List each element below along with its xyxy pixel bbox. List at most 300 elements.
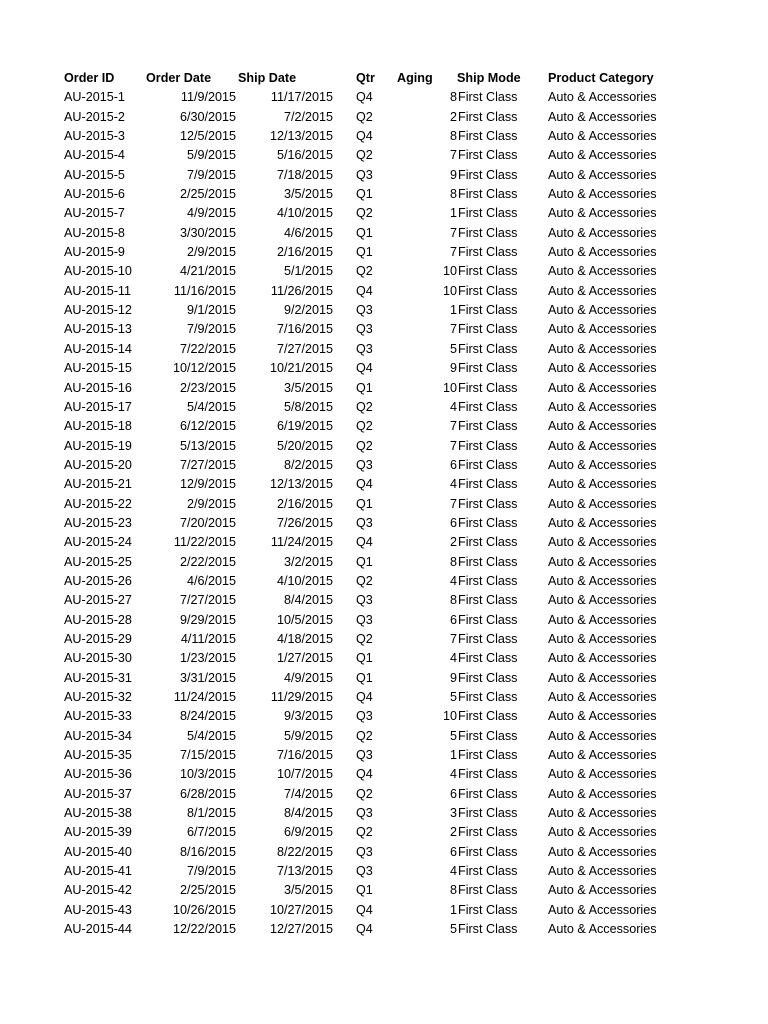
- qtr-cell: Q2: [356, 786, 373, 801]
- aging-cell: 10: [442, 380, 457, 395]
- order-date-cell: 6/12/2015: [179, 419, 236, 434]
- header-ship-mode: Ship Mode: [457, 71, 521, 85]
- ship-date-cell: 9/3/2015: [283, 709, 333, 724]
- product-category-cell: Auto & Accessories: [548, 864, 657, 879]
- ship-mode-cell: First Class: [458, 844, 518, 859]
- aging-cell: 6: [449, 844, 457, 859]
- order-id-cell: AU-2015-4: [64, 148, 125, 163]
- aging-cell: 7: [449, 438, 457, 453]
- ship-mode-cell: First Class: [458, 206, 518, 221]
- product-category-cell: Auto & Accessories: [548, 264, 657, 279]
- aging-cell: 4: [449, 651, 457, 666]
- aging-cell: 2: [449, 825, 457, 840]
- qtr-cell: Q4: [356, 690, 373, 704]
- order-date-cell: 1/23/2015: [179, 651, 236, 666]
- ship-date-cell: 7/16/2015: [276, 748, 333, 763]
- order-id-cell: AU-2015-32: [64, 690, 132, 704]
- order-id-cell: AU-2015-22: [64, 496, 132, 511]
- order-id-cell: AU-2015-37: [64, 786, 132, 801]
- ship-mode-cell: First Class: [458, 922, 518, 937]
- product-category-cell: Auto & Accessories: [548, 187, 657, 202]
- aging-cell: 4: [449, 864, 457, 879]
- product-category-cell: Auto & Accessories: [548, 322, 657, 337]
- ship-mode-cell: First Class: [458, 767, 518, 782]
- qtr-cell: Q2: [356, 438, 373, 453]
- table-row: [0, 920, 768, 939]
- order-id-cell: AU-2015-41: [64, 864, 132, 879]
- ship-date-cell: 5/8/2015: [283, 399, 333, 414]
- qtr-cell: Q1: [356, 380, 373, 395]
- aging-cell: 10: [442, 264, 457, 279]
- ship-date-cell: 7/27/2015: [276, 341, 333, 356]
- table-row: [0, 901, 768, 920]
- aging-cell: 8: [449, 90, 457, 105]
- table-row: [0, 88, 768, 107]
- table-row: [0, 108, 768, 127]
- order-date-cell: 7/15/2015: [179, 748, 236, 763]
- aging-cell: 4: [449, 399, 457, 414]
- ship-mode-cell: First Class: [458, 225, 518, 240]
- order-date-cell: 11/9/2015: [180, 90, 236, 105]
- ship-date-cell: 2/16/2015: [276, 245, 333, 260]
- qtr-cell: Q2: [356, 264, 373, 279]
- table-row: [0, 553, 768, 572]
- aging-cell: 6: [449, 457, 457, 472]
- product-category-cell: Auto & Accessories: [548, 303, 657, 318]
- ship-date-cell: 9/2/2015: [283, 303, 333, 318]
- ship-mode-cell: First Class: [458, 670, 518, 685]
- table-row: [0, 127, 768, 146]
- product-category-cell: Auto & Accessories: [548, 515, 657, 530]
- order-id-cell: AU-2015-40: [64, 844, 132, 859]
- qtr-cell: Q3: [356, 806, 373, 821]
- aging-cell: 4: [449, 573, 457, 588]
- qtr-cell: Q2: [356, 206, 373, 221]
- qtr-cell: Q3: [356, 303, 373, 318]
- ship-mode-cell: First Class: [458, 322, 518, 337]
- order-id-cell: AU-2015-44: [64, 922, 132, 937]
- table-row: [0, 669, 768, 688]
- ship-date-cell: 12/13/2015: [269, 477, 333, 492]
- order-date-cell: 10/12/2015: [172, 361, 236, 376]
- table-row: [0, 301, 768, 320]
- product-category-cell: Auto & Accessories: [548, 631, 657, 646]
- qtr-cell: Q3: [356, 612, 373, 627]
- ship-mode-cell: First Class: [458, 786, 518, 801]
- qtr-cell: Q1: [356, 225, 373, 240]
- order-id-cell: AU-2015-7: [64, 206, 125, 221]
- product-category-cell: Auto & Accessories: [548, 361, 657, 376]
- order-date-cell: 7/9/2015: [186, 864, 236, 879]
- order-id-cell: AU-2015-27: [64, 593, 132, 608]
- order-date-cell: 12/9/2015: [179, 477, 236, 492]
- ship-date-cell: 10/21/2015: [269, 361, 333, 376]
- table-row: [0, 591, 768, 610]
- table-row: [0, 495, 768, 514]
- ship-date-cell: 3/2/2015: [283, 554, 333, 569]
- ship-date-cell: 10/5/2015: [276, 612, 333, 627]
- ship-mode-cell: First Class: [458, 728, 518, 743]
- ship-mode-cell: First Class: [458, 651, 518, 666]
- ship-mode-cell: First Class: [458, 283, 518, 298]
- table-row: [0, 707, 768, 726]
- table-row: [0, 282, 768, 301]
- ship-mode-cell: First Class: [458, 245, 518, 260]
- ship-date-cell: 12/13/2015: [269, 129, 333, 144]
- qtr-cell: Q2: [356, 399, 373, 414]
- qtr-cell: Q4: [356, 283, 373, 298]
- aging-cell: 6: [449, 786, 457, 801]
- product-category-cell: Auto & Accessories: [548, 399, 657, 414]
- order-id-cell: AU-2015-17: [64, 399, 132, 414]
- aging-cell: 5: [449, 341, 457, 356]
- header-order-id: Order ID: [64, 71, 115, 85]
- ship-date-cell: 3/5/2015: [283, 380, 333, 395]
- order-id-cell: AU-2015-26: [64, 573, 132, 588]
- aging-cell: 7: [449, 322, 457, 337]
- header-order-date: Order Date: [146, 71, 212, 85]
- ship-date-cell: 4/18/2015: [276, 631, 333, 646]
- ship-mode-cell: First Class: [458, 380, 518, 395]
- table-row: [0, 649, 768, 668]
- ship-mode-cell: First Class: [458, 167, 518, 182]
- aging-cell: 1: [449, 206, 457, 221]
- order-date-cell: 8/16/2015: [179, 844, 236, 859]
- aging-cell: 1: [449, 902, 457, 917]
- product-category-cell: Auto & Accessories: [548, 690, 657, 704]
- product-category-cell: Auto & Accessories: [548, 457, 657, 472]
- qtr-cell: Q3: [356, 593, 373, 608]
- order-id-cell: AU-2015-30: [64, 651, 132, 666]
- ship-date-cell: 8/4/2015: [283, 593, 333, 608]
- ship-date-cell: 5/1/2015: [283, 264, 333, 279]
- ship-mode-cell: First Class: [458, 825, 518, 840]
- product-category-cell: Auto & Accessories: [548, 844, 657, 859]
- ship-mode-cell: First Class: [458, 515, 518, 530]
- table-row: [0, 804, 768, 823]
- product-category-cell: Auto & Accessories: [548, 922, 657, 937]
- product-category-cell: Auto & Accessories: [548, 206, 657, 221]
- qtr-cell: Q3: [356, 341, 373, 356]
- order-date-cell: 10/3/2015: [179, 767, 236, 782]
- order-date-cell: 9/1/2015: [186, 303, 236, 318]
- order-date-cell: 3/30/2015: [179, 225, 236, 240]
- order-id-cell: AU-2015-25: [64, 554, 132, 569]
- ship-date-cell: 4/10/2015: [276, 206, 333, 221]
- table-row: [0, 166, 768, 185]
- qtr-cell: Q3: [356, 748, 373, 763]
- aging-cell: 9: [449, 361, 457, 376]
- ship-date-cell: 11/29/2015: [270, 690, 333, 704]
- aging-cell: 8: [449, 554, 457, 569]
- qtr-cell: Q2: [356, 573, 373, 588]
- product-category-cell: Auto & Accessories: [548, 90, 657, 105]
- order-date-cell: 8/24/2015: [179, 709, 236, 724]
- table-row: [0, 340, 768, 359]
- qtr-cell: Q4: [356, 129, 373, 144]
- product-category-cell: Auto & Accessories: [548, 167, 657, 182]
- aging-cell: 7: [449, 419, 457, 434]
- order-date-cell: 2/9/2015: [186, 496, 236, 511]
- qtr-cell: Q1: [356, 245, 373, 260]
- ship-mode-cell: First Class: [458, 883, 518, 898]
- ship-date-cell: 7/13/2015: [276, 864, 333, 879]
- ship-date-cell: 12/27/2015: [269, 922, 333, 937]
- order-date-cell: 2/25/2015: [179, 187, 236, 202]
- product-category-cell: Auto & Accessories: [548, 341, 657, 356]
- ship-mode-cell: First Class: [458, 864, 518, 879]
- order-date-cell: 7/9/2015: [186, 167, 236, 182]
- order-id-cell: AU-2015-19: [64, 438, 132, 453]
- order-id-cell: AU-2015-14: [64, 341, 132, 356]
- ship-mode-cell: First Class: [458, 109, 518, 124]
- order-id-cell: AU-2015-9: [64, 245, 125, 260]
- order-id-cell: AU-2015-24: [64, 535, 132, 550]
- order-id-cell: AU-2015-38: [64, 806, 132, 821]
- qtr-cell: Q1: [356, 670, 373, 685]
- product-category-cell: Auto & Accessories: [548, 593, 657, 608]
- table-row: [0, 437, 768, 456]
- order-id-cell: AU-2015-15: [64, 361, 132, 376]
- product-category-cell: Auto & Accessories: [548, 709, 657, 724]
- qtr-cell: Q2: [356, 148, 373, 163]
- order-id-cell: AU-2015-33: [64, 709, 132, 724]
- qtr-cell: Q2: [356, 825, 373, 840]
- qtr-cell: Q3: [356, 864, 373, 879]
- product-category-cell: Auto & Accessories: [548, 767, 657, 782]
- aging-cell: 2: [449, 109, 457, 124]
- order-date-cell: 5/4/2015: [186, 399, 236, 414]
- qtr-cell: Q1: [356, 496, 373, 511]
- ship-mode-cell: First Class: [458, 264, 518, 279]
- product-category-cell: Auto & Accessories: [548, 612, 657, 627]
- ship-date-cell: 7/16/2015: [276, 322, 333, 337]
- table-row: [0, 765, 768, 784]
- order-id-cell: AU-2015-39: [64, 825, 132, 840]
- ship-date-cell: 1/27/2015: [276, 651, 333, 666]
- table-row: [0, 611, 768, 630]
- order-id-cell: AU-2015-1: [64, 90, 125, 105]
- aging-cell: 4: [449, 477, 457, 492]
- order-id-cell: AU-2015-2: [64, 109, 125, 124]
- order-id-cell: AU-2015-35: [64, 748, 132, 763]
- ship-mode-cell: First Class: [458, 806, 518, 821]
- table-row: [0, 688, 768, 707]
- ship-mode-cell: First Class: [458, 535, 518, 550]
- product-category-cell: Auto & Accessories: [548, 748, 657, 763]
- qtr-cell: Q1: [356, 651, 373, 666]
- order-id-cell: AU-2015-18: [64, 419, 132, 434]
- table-row: [0, 785, 768, 804]
- order-id-cell: AU-2015-34: [64, 728, 132, 743]
- aging-cell: 5: [449, 922, 457, 937]
- aging-cell: 1: [449, 748, 457, 763]
- table-row: [0, 843, 768, 862]
- aging-cell: 4: [449, 767, 457, 782]
- table-row: [0, 243, 768, 262]
- order-date-cell: 5/4/2015: [186, 728, 236, 743]
- order-id-cell: AU-2015-42: [64, 883, 132, 898]
- ship-date-cell: 7/4/2015: [283, 786, 333, 801]
- order-date-cell: 5/9/2015: [186, 148, 236, 163]
- order-date-cell: 4/11/2015: [180, 631, 236, 646]
- aging-cell: 3: [449, 806, 457, 821]
- qtr-cell: Q4: [356, 535, 373, 550]
- ship-date-cell: 10/27/2015: [269, 902, 333, 917]
- table-row: [0, 417, 768, 436]
- order-date-cell: 7/22/2015: [179, 341, 236, 356]
- ship-mode-cell: First Class: [458, 457, 518, 472]
- product-category-cell: Auto & Accessories: [548, 651, 657, 666]
- ship-date-cell: 7/26/2015: [276, 515, 333, 530]
- qtr-cell: Q3: [356, 709, 373, 724]
- ship-date-cell: 8/22/2015: [276, 844, 333, 859]
- header-ship-date: Ship Date: [238, 71, 297, 85]
- product-category-cell: Auto & Accessories: [548, 477, 657, 492]
- ship-mode-cell: First Class: [458, 573, 518, 588]
- order-id-cell: AU-2015-21: [64, 477, 132, 492]
- order-id-cell: AU-2015-29: [64, 631, 132, 646]
- order-id-cell: AU-2015-8: [64, 225, 125, 240]
- product-category-cell: Auto & Accessories: [548, 148, 657, 163]
- product-category-cell: Auto & Accessories: [548, 438, 657, 453]
- table-row: [0, 185, 768, 204]
- order-id-cell: AU-2015-16: [64, 380, 132, 395]
- order-date-cell: 11/16/2015: [173, 283, 236, 298]
- order-date-cell: 11/24/2015: [173, 690, 236, 704]
- table-row: [0, 359, 768, 378]
- table-row: [0, 630, 768, 649]
- order-id-cell: AU-2015-11: [64, 283, 131, 298]
- table-row: [0, 823, 768, 842]
- ship-mode-cell: First Class: [458, 90, 518, 105]
- aging-cell: 8: [449, 187, 457, 202]
- product-category-cell: Auto & Accessories: [548, 728, 657, 743]
- ship-mode-cell: First Class: [458, 303, 518, 318]
- orders-table: [0, 69, 768, 939]
- order-date-cell: 9/29/2015: [179, 612, 236, 627]
- table-row: [0, 862, 768, 881]
- table-row: [0, 475, 768, 494]
- aging-cell: 6: [449, 612, 457, 627]
- product-category-cell: Auto & Accessories: [548, 225, 657, 240]
- order-date-cell: 6/30/2015: [179, 109, 236, 124]
- aging-cell: 7: [449, 496, 457, 511]
- ship-mode-cell: First Class: [458, 612, 518, 627]
- ship-date-cell: 11/17/2015: [270, 90, 333, 105]
- aging-cell: 10: [442, 283, 457, 298]
- order-date-cell: 4/6/2015: [186, 573, 236, 588]
- aging-cell: 6: [449, 515, 457, 530]
- ship-mode-cell: First Class: [458, 361, 518, 376]
- ship-mode-cell: First Class: [458, 477, 518, 492]
- order-date-cell: 4/9/2015: [186, 206, 236, 221]
- ship-mode-cell: First Class: [458, 690, 518, 704]
- order-id-cell: AU-2015-12: [64, 303, 132, 318]
- qtr-cell: Q4: [356, 922, 373, 937]
- aging-cell: 9: [449, 670, 457, 685]
- ship-mode-cell: First Class: [458, 148, 518, 163]
- header-product-category: Product Category: [548, 71, 654, 85]
- header-aging: Aging: [397, 71, 433, 85]
- order-id-cell: AU-2015-6: [64, 187, 125, 202]
- product-category-cell: Auto & Accessories: [548, 245, 657, 260]
- order-date-cell: 3/31/2015: [179, 670, 236, 685]
- ship-mode-cell: First Class: [458, 187, 518, 202]
- ship-date-cell: 3/5/2015: [283, 883, 333, 898]
- ship-date-cell: 8/4/2015: [283, 806, 333, 821]
- ship-mode-cell: First Class: [458, 496, 518, 511]
- qtr-cell: Q3: [356, 322, 373, 337]
- table-row: [0, 262, 768, 281]
- ship-date-cell: 6/9/2015: [283, 825, 333, 840]
- qtr-cell: Q4: [356, 90, 373, 105]
- order-date-cell: 2/22/2015: [179, 554, 236, 569]
- table-body: [0, 88, 768, 939]
- ship-mode-cell: First Class: [458, 709, 518, 724]
- table-row: [0, 146, 768, 165]
- order-id-cell: AU-2015-31: [64, 670, 132, 685]
- aging-cell: 7: [449, 631, 457, 646]
- table-row: [0, 204, 768, 223]
- aging-cell: 5: [449, 690, 457, 704]
- qtr-cell: Q2: [356, 109, 373, 124]
- table-row: [0, 514, 768, 533]
- order-date-cell: 11/22/2015: [173, 535, 236, 550]
- aging-cell: 8: [449, 129, 457, 144]
- product-category-cell: Auto & Accessories: [548, 902, 657, 917]
- order-id-cell: AU-2015-3: [64, 129, 125, 144]
- qtr-cell: Q1: [356, 187, 373, 202]
- ship-date-cell: 11/24/2015: [270, 535, 333, 550]
- header-qtr: Qtr: [356, 71, 375, 85]
- order-date-cell: 7/27/2015: [179, 593, 236, 608]
- order-id-cell: AU-2015-23: [64, 515, 132, 530]
- order-date-cell: 4/21/2015: [179, 264, 236, 279]
- order-id-cell: AU-2015-13: [64, 322, 132, 337]
- product-category-cell: Auto & Accessories: [548, 573, 657, 588]
- ship-date-cell: 2/16/2015: [276, 496, 333, 511]
- order-id-cell: AU-2015-5: [64, 167, 125, 182]
- aging-cell: 7: [449, 245, 457, 260]
- order-date-cell: 7/9/2015: [186, 322, 236, 337]
- product-category-cell: Auto & Accessories: [548, 419, 657, 434]
- table-row: [0, 224, 768, 243]
- qtr-cell: Q2: [356, 419, 373, 434]
- qtr-cell: Q1: [356, 554, 373, 569]
- aging-cell: 10: [442, 709, 457, 724]
- product-category-cell: Auto & Accessories: [548, 806, 657, 821]
- ship-date-cell: 4/6/2015: [283, 225, 333, 240]
- table-row: [0, 881, 768, 900]
- order-id-cell: AU-2015-43: [64, 902, 132, 917]
- order-date-cell: 12/5/2015: [179, 129, 236, 144]
- ship-date-cell: 7/18/2015: [276, 167, 333, 182]
- qtr-cell: Q2: [356, 728, 373, 743]
- ship-mode-cell: First Class: [458, 399, 518, 414]
- order-date-cell: 2/25/2015: [179, 883, 236, 898]
- table-header-row: [0, 69, 768, 88]
- order-id-cell: AU-2015-36: [64, 767, 132, 782]
- order-date-cell: 5/13/2015: [179, 438, 236, 453]
- ship-date-cell: 11/26/2015: [270, 283, 333, 298]
- product-category-cell: Auto & Accessories: [548, 380, 657, 395]
- aging-cell: 1: [449, 303, 457, 318]
- ship-date-cell: 10/7/2015: [276, 767, 333, 782]
- ship-date-cell: 5/9/2015: [283, 728, 333, 743]
- table-row: [0, 456, 768, 475]
- ship-mode-cell: First Class: [458, 419, 518, 434]
